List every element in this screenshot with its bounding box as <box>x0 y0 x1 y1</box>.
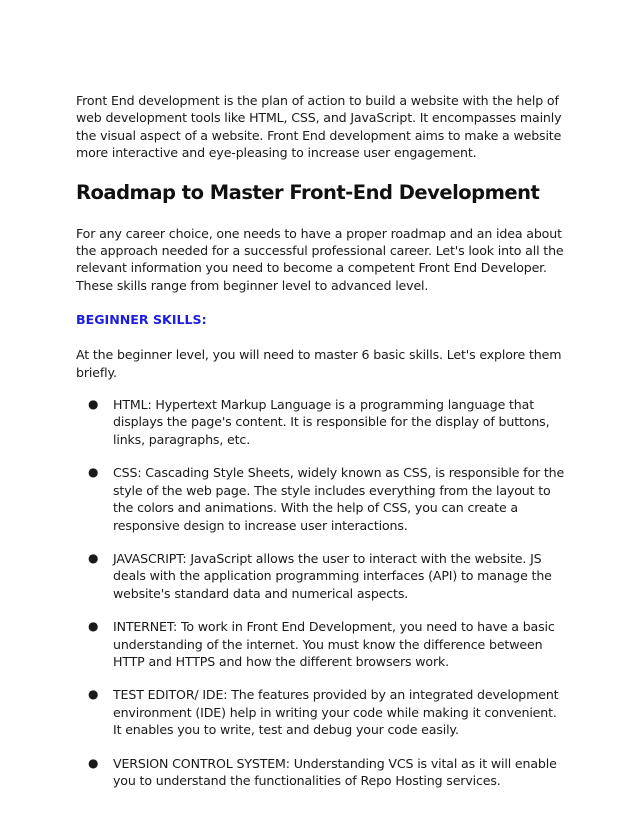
skill-item-editor <box>76 686 566 738</box>
roadmap-paragraph: For any career choice, one needs to have a proper roadmap and an idea about the approach needed for a successful professional career. Let's look into all the relevant information you need to become a competent Front End Developer. These skills range from beginner level to advanced level. <box>76 225 564 293</box>
bullet-icon: ● <box>88 397 99 412</box>
skills-list <box>76 396 566 789</box>
bullet-icon: ● <box>88 755 99 770</box>
skill-text: JAVASCRIPT: JavaScript allows the user to interact with the website. JS deals with the application programming interfaces (API) to manage the website's standard data and numerical aspects. <box>113 550 552 601</box>
skill-text: CSS: Cascading Style Sheets, widely known as CSS, is responsible for the style of the web page. The style includes everything from the layout to the colors and animations. With the help of CSS, you can create a responsive design to increase user interactions. <box>113 465 565 533</box>
skill-item-internet <box>76 618 566 670</box>
bullet-icon: ● <box>88 550 99 565</box>
skill-item-javascript <box>76 550 566 602</box>
skill-text: VERSION CONTROL SYSTEM: Understanding VCS is vital as it will enable you to understand the functionalities of Repo Hosting services. <box>113 755 557 788</box>
bullet-icon: ● <box>88 465 99 480</box>
bullet-icon: ● <box>88 687 99 702</box>
skill-text: INTERNET: To work in Front End Development, you need to have a basic understanding of the internet. You must know the difference between HTTP and HTTPS and how the different browsers work. <box>113 619 555 669</box>
bullet-icon: ● <box>88 619 99 634</box>
beginner-paragraph: At the beginner level, you will need to master 6 basic skills. Let's explore them briefly. <box>76 347 562 380</box>
skill-item-vcs <box>76 755 566 790</box>
skill-text: HTML: Hypertext Markup Language is a programming language that displays the page's content. It is responsible for the display of buttons, links, paragraphs, etc. <box>113 397 550 447</box>
document-page <box>76 92 566 805</box>
section-heading: Roadmap to Master Front-End Development <box>76 180 540 204</box>
intro-paragraph: Front End development is the plan of action to build a website with the help of web development tools like HTML, CSS, and JavaScript. It encompasses mainly the visual aspect of a website. Front End development aims to make a website more interactive and eye-pleasing to increase user engagement. <box>76 93 562 161</box>
beginner-skills-title: BEGINNER SKILLS: <box>76 312 207 328</box>
skill-item-html <box>76 396 566 448</box>
skill-text: TEST EDITOR/ IDE: The features provided by an integrated development environment (IDE) help in writing your code while making it convenient. It enables you to write, test and debug your code easily. <box>113 687 559 738</box>
skill-item-css <box>76 464 566 534</box>
